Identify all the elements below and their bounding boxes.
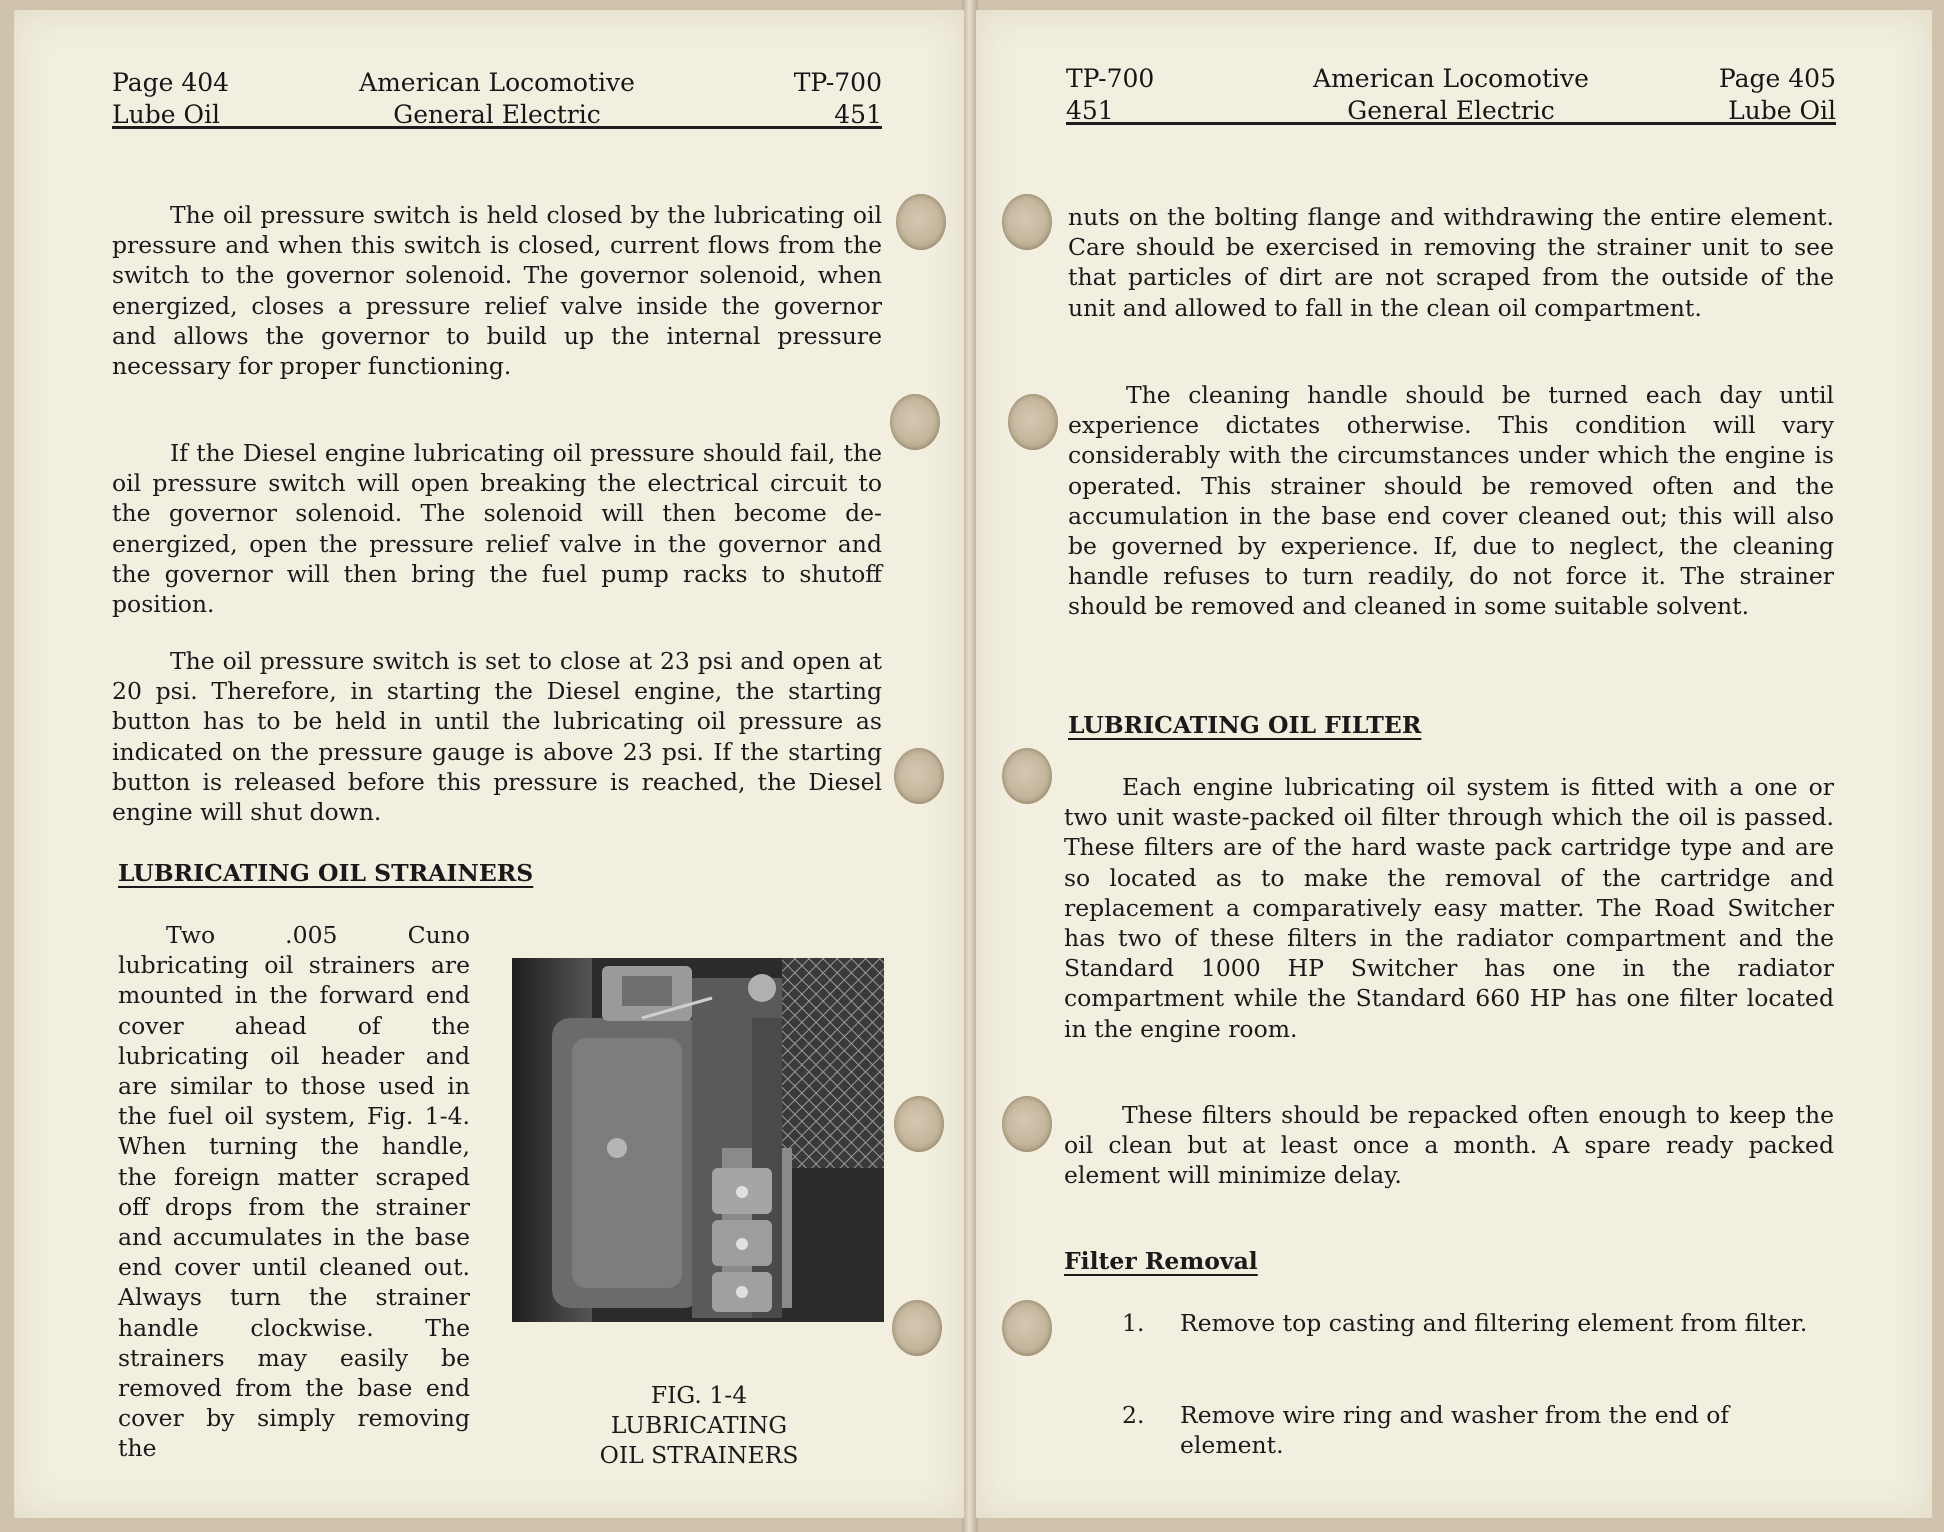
punch-hole [1002, 1300, 1052, 1356]
step-text: Remove wire ring and washer from the end of element. [1180, 1401, 1730, 1459]
paragraph-oil-pressure-switch: The oil pressure switch is held closed by the lubricating oil pressure and when this switch is closed, current flows from the switch to the governor solenoid. The governor solenoid, when energized, closes a pressure relief valve inside the governor and allows the governor to build up the internal pressure necessary for proper functioning. [112, 201, 882, 381]
left-page [14, 10, 964, 1518]
strainer-photo-illustration [512, 958, 884, 1322]
paragraph-repack: These filters should be repacked often enough to keep the oil clean but at least once a month. A spare ready packed element will minimize delay. [1064, 1101, 1834, 1190]
punch-hole [1002, 748, 1052, 804]
step-number: 1. [1122, 1309, 1145, 1337]
punch-hole [1008, 394, 1058, 450]
section-heading-strainers: LUBRICATING OIL STRAINERS [118, 859, 534, 887]
doc-number: 451 [834, 100, 882, 129]
section-heading-oil-filter: LUBRICATING OIL FILTER [1068, 711, 1422, 739]
step-text: Remove top casting and filtering element from filter. [1180, 1309, 1808, 1337]
doc-number: 451 [1066, 96, 1114, 125]
doc-id: TP-700 [1066, 64, 1155, 93]
paragraph-pressure-fail: If the Diesel engine lubricating oil pressure should fail, the oil pressure switch will open breaking the electrical circuit to the governor solenoid. The solenoid will then become de-energized, open the pressure relief valve in the governor and the governor will then bring the fuel pump racks to shutoff position. [112, 439, 882, 619]
punch-hole [894, 748, 944, 804]
punch-hole [1002, 1096, 1052, 1152]
figure-photo-oil-strainers [512, 958, 884, 1322]
paragraph-oil-filter: Each engine lubricating oil system is fitted with a one or two unit waste-packed oil filter through which the oil is passed. These filters are of the hard waste pack cartridge type and are so located as to make the removal of the cartridge and replacement a comparatively easy matter. The Road Switcher has two of these filters in the radiator compartment and the Standard 1000 HP Switcher has one in the radiator compartment while the Standard 660 HP has one filter located in the engine room. [1064, 773, 1834, 1043]
publisher-line2: General Electric [393, 100, 601, 129]
subheading-filter-removal: Filter Removal [1064, 1247, 1258, 1275]
page-number: Page 405 [1718, 64, 1836, 93]
paragraph-strainer-removal: nuts on the bolting flange and withdrawing the entire element. Care should be exercised in removing the strainer unit to see that particles of dirt are not scraped from the outside of the unit and allowed to fall in the clean oil compartment. [1068, 203, 1834, 322]
step-number: 2. [1122, 1401, 1145, 1429]
figure-caption [514, 1380, 884, 1470]
doc-id: TP-700 [793, 68, 882, 97]
section-name: Lube Oil [1728, 96, 1836, 125]
punch-hole [894, 1096, 944, 1152]
publisher-line1: American Locomotive [359, 68, 635, 97]
right-page [976, 10, 1932, 1518]
punch-hole [890, 394, 940, 450]
publisher-line1: American Locomotive [1313, 64, 1589, 93]
paragraph-switch-settings: The oil pressure switch is set to close at 23 psi and open at 20 psi. Therefore, in starting the Diesel engine, the starting button has to be held in until the lubricating oil pressure as indicated on the pressure gauge is above 23 psi. If the starting button is released before this pressure is reached, the Diesel engine will shut down. [112, 647, 882, 827]
punch-hole [892, 1300, 942, 1356]
punch-hole [896, 194, 946, 250]
caption-line3: OIL STRAINERS [599, 1441, 799, 1469]
punch-hole [1002, 194, 1052, 250]
caption-line2: LUBRICATING [610, 1411, 788, 1439]
section-name: Lube Oil [112, 100, 220, 129]
page-number: Page 404 [112, 68, 230, 97]
right-page-header [1066, 64, 1836, 125]
paragraph-cleaning-handle: The cleaning handle should be turned each day until experience dictates otherwise. This condition will vary considerably with the circumstances under which the engine is operated. This strainer should be removed often and the accumulation in the base end cover cleaned out; this will also be governed by experience. If, due to neglect, the cleaning handle refuses to turn readily, do not force it. The strainer should be removed and cleaned in some suitable solvent. [1068, 381, 1834, 621]
left-page-header [112, 68, 882, 129]
caption-figure-number: FIG. 1-4 [650, 1381, 748, 1409]
paragraph-strainers: Two .005 Cuno lubricating oil strainers are mounted in the forward end cover ahead of the lubricating oil header and are similar to those used in the fuel oil system, Fig. 1-4. When turning the handle, the foreign matter scraped off drops from the strainer and accumulates in the base end cover until cleaned out. Always turn the strainer handle clockwise. The strainers may easily be removed from the base end cover by simply removing the [118, 921, 470, 1463]
publisher-line2: General Electric [1347, 96, 1555, 125]
